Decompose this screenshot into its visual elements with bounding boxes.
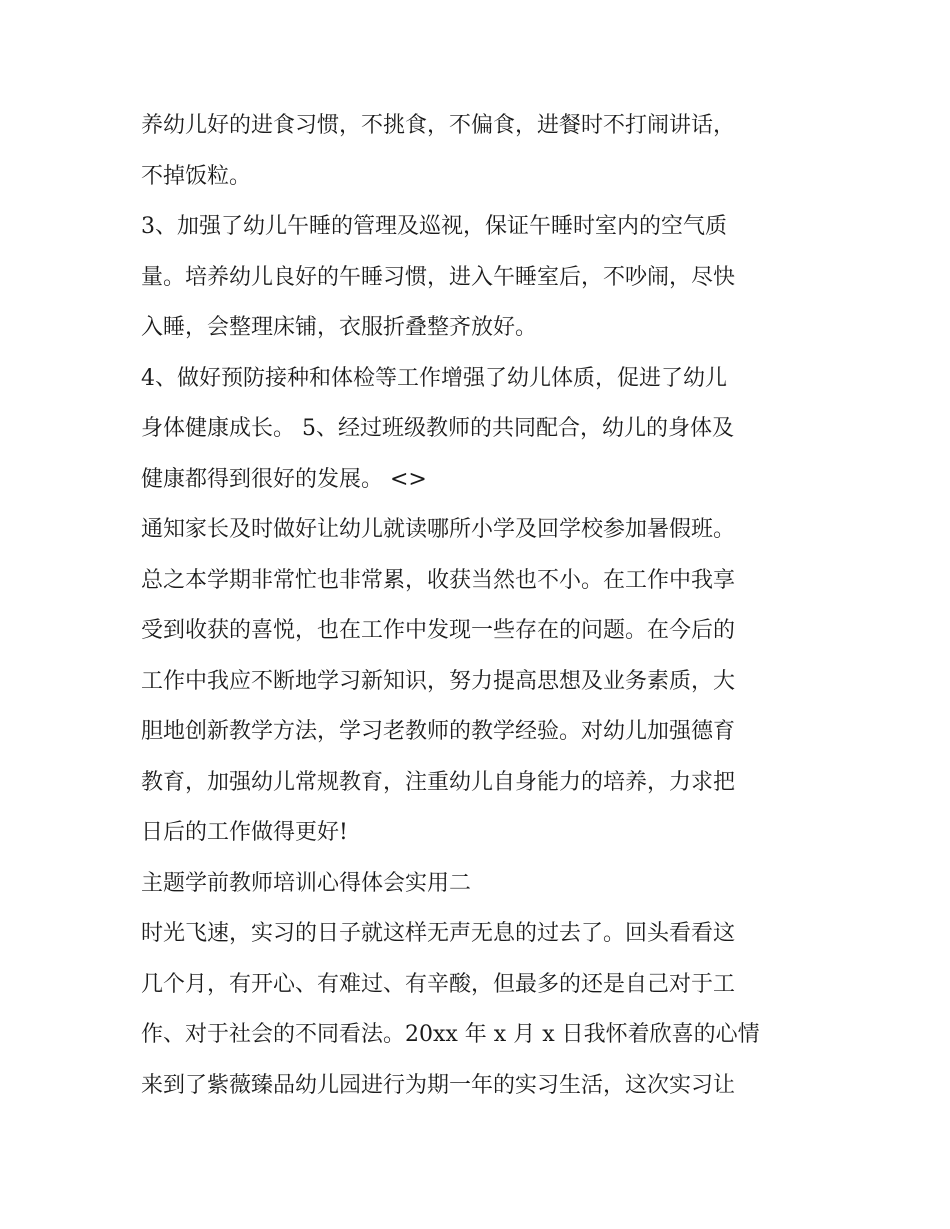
text-line: 受到收获的喜悦，也在工作中发现一些存在的问题。在今后的 xyxy=(141,618,736,643)
text-line: 养幼儿好的进食习惯，不挑食，不偏食，进餐时不打闹讲话， xyxy=(141,113,736,138)
text-line: 身体健康成长。 5、经过班级教师的共同配合，幼儿的身体及 xyxy=(141,416,734,441)
text-line: 量。培养幼儿良好的午睡习惯，进入午睡室后，不吵闹，尽快 xyxy=(141,264,736,290)
text-line: 通知家长及时做好让幼儿就读哪所小学及回学校参加暑假班。 xyxy=(141,517,736,542)
text-line: 不掉饭粒。 xyxy=(141,163,252,189)
document-body xyxy=(141,101,821,1111)
text-line: 4、做好预防接种和体检等工作增强了幼儿体质，促进了幼儿 xyxy=(141,365,727,391)
text-line: 入睡，会整理床铺，衣服折叠整齐放好。 xyxy=(141,315,538,340)
text-line: 总之本学期非常忙也非常累，收获当然也不小。在工作中我享 xyxy=(141,567,736,593)
text-line: 胆地创新教学方法，学习老教师的教学经验。对幼儿加强德育 xyxy=(141,719,736,744)
text-line: 来到了紫薇臻品幼儿园进行为期一年的实习生活，这次实习让 xyxy=(141,1072,736,1098)
text-line: 作、对于社会的不同看法。20xx 年 x 月 x 日我怀着欣喜的心情 xyxy=(141,1022,760,1047)
section-heading: 主题学前教师培训心得体会实用二 xyxy=(141,870,472,896)
text-line: 工作中我应不断地学习新知识，努力提高思想及业务素质，大 xyxy=(141,668,736,694)
text-line: 健康都得到很好的发展。 <> xyxy=(141,466,427,492)
text-line: 几个月，有开心、有难过、有辛酸，但最多的还是自己对于工 xyxy=(141,971,736,997)
text-line: 日后的工作做得更好! xyxy=(141,820,348,845)
text-line: 教育，加强幼儿常规教育，注重幼儿自身能力的培养，力求把 xyxy=(141,769,736,795)
text-line: 3、加强了幼儿午睡的管理及巡视，保证午睡时室内的空气质 xyxy=(141,214,727,239)
text-line: 时光飞速，实习的日子就这样无声无息的过去了。回头看看这 xyxy=(141,921,736,946)
